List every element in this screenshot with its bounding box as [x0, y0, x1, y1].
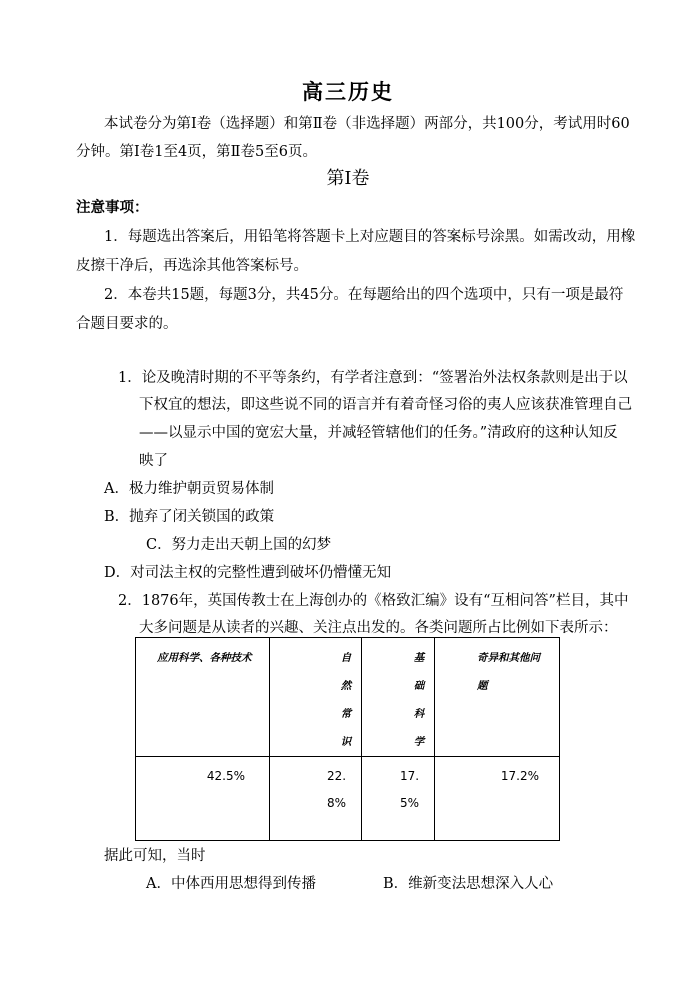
table-cell-basic-science: 17.5%: [362, 757, 435, 841]
table-header-natural-knowledge: 自然常识: [270, 638, 362, 757]
q1-stem-line-1: 1．论及晚清时期的不平等条约，有学者注意到：“签署治外法权条款则是出于以: [118, 370, 628, 386]
proportion-table: [135, 637, 560, 841]
q2-stem-line-2: 大多问题是从读者的兴趣、关注点出发的。各类问题所占比例如下表所示：: [139, 620, 618, 636]
notice-item-2-line-1: 2．本卷共15题，每题3分，共45分。在每题给出的四个选项中，只有一项是最符: [104, 287, 624, 303]
q1-stem-line-2: 下权宜的想法，即这些说不同的语言并有着奇怪习俗的夷人应该获准管理自己: [139, 397, 632, 413]
table-header-basic-science: 基础科学: [362, 638, 435, 757]
table-cell-applied-science: 42.5%: [136, 757, 270, 841]
q2-option-b: B．维新变法思想深入人心: [383, 876, 554, 892]
table-cell-other: 17.2%: [435, 757, 560, 841]
q2-stem-line-1: 2．1876年，英国传教士在上海创办的《格致汇编》设有“互相问答”栏目，其中: [118, 593, 629, 609]
notice-item-2-line-2: 合题目要求的。: [76, 316, 178, 332]
q1-stem-line-3: ——以显示中国的宽宏大量，并减轻管辖他们的任务。”清政府的这种认知反: [139, 425, 618, 441]
notice-item-1-line-1: 1．每题选出答案后，用铅笔将答题卡上对应题目的答案标号涂黑。如需改动，用橡: [104, 229, 636, 245]
q1-option-c: C．努力走出天朝上国的幻梦: [146, 537, 332, 553]
table-header-row: [136, 638, 560, 757]
q2-conclusion-prompt: 据此可知，当时: [104, 848, 206, 864]
q1-option-d: D．对司法主权的完整性遭到破坏仍懵懂无知: [104, 565, 392, 581]
table-row: [136, 757, 560, 841]
section-title: 第Ⅰ卷: [326, 168, 370, 189]
notice-item-1-line-2: 皮擦干净后，再选涂其他答案标号。: [76, 258, 308, 274]
q1-option-b: B．抛弃了闭关锁国的政策: [104, 509, 275, 525]
page-title: 高三历史: [302, 79, 394, 104]
table-cell-natural-knowledge: 22.8%: [270, 757, 362, 841]
q2-option-a: A．中体西用思想得到传播: [146, 876, 316, 892]
q1-option-a: A．极力维护朝贡贸易体制: [104, 481, 274, 497]
table-header-other: 奇异和其他问题: [435, 638, 560, 757]
q1-stem-line-4: 映了: [139, 453, 168, 469]
intro-line-2: 分钟。第Ⅰ卷1至4页，第Ⅱ卷5至6页。: [76, 144, 317, 160]
intro-line-1: 本试卷分为第Ⅰ卷（选择题）和第Ⅱ卷（非选择题）两部分，共100分，考试用时60: [104, 116, 630, 132]
notice-heading: 注意事项：: [76, 199, 149, 216]
table-header-applied-science: 应用科学、各种技术: [136, 638, 270, 757]
